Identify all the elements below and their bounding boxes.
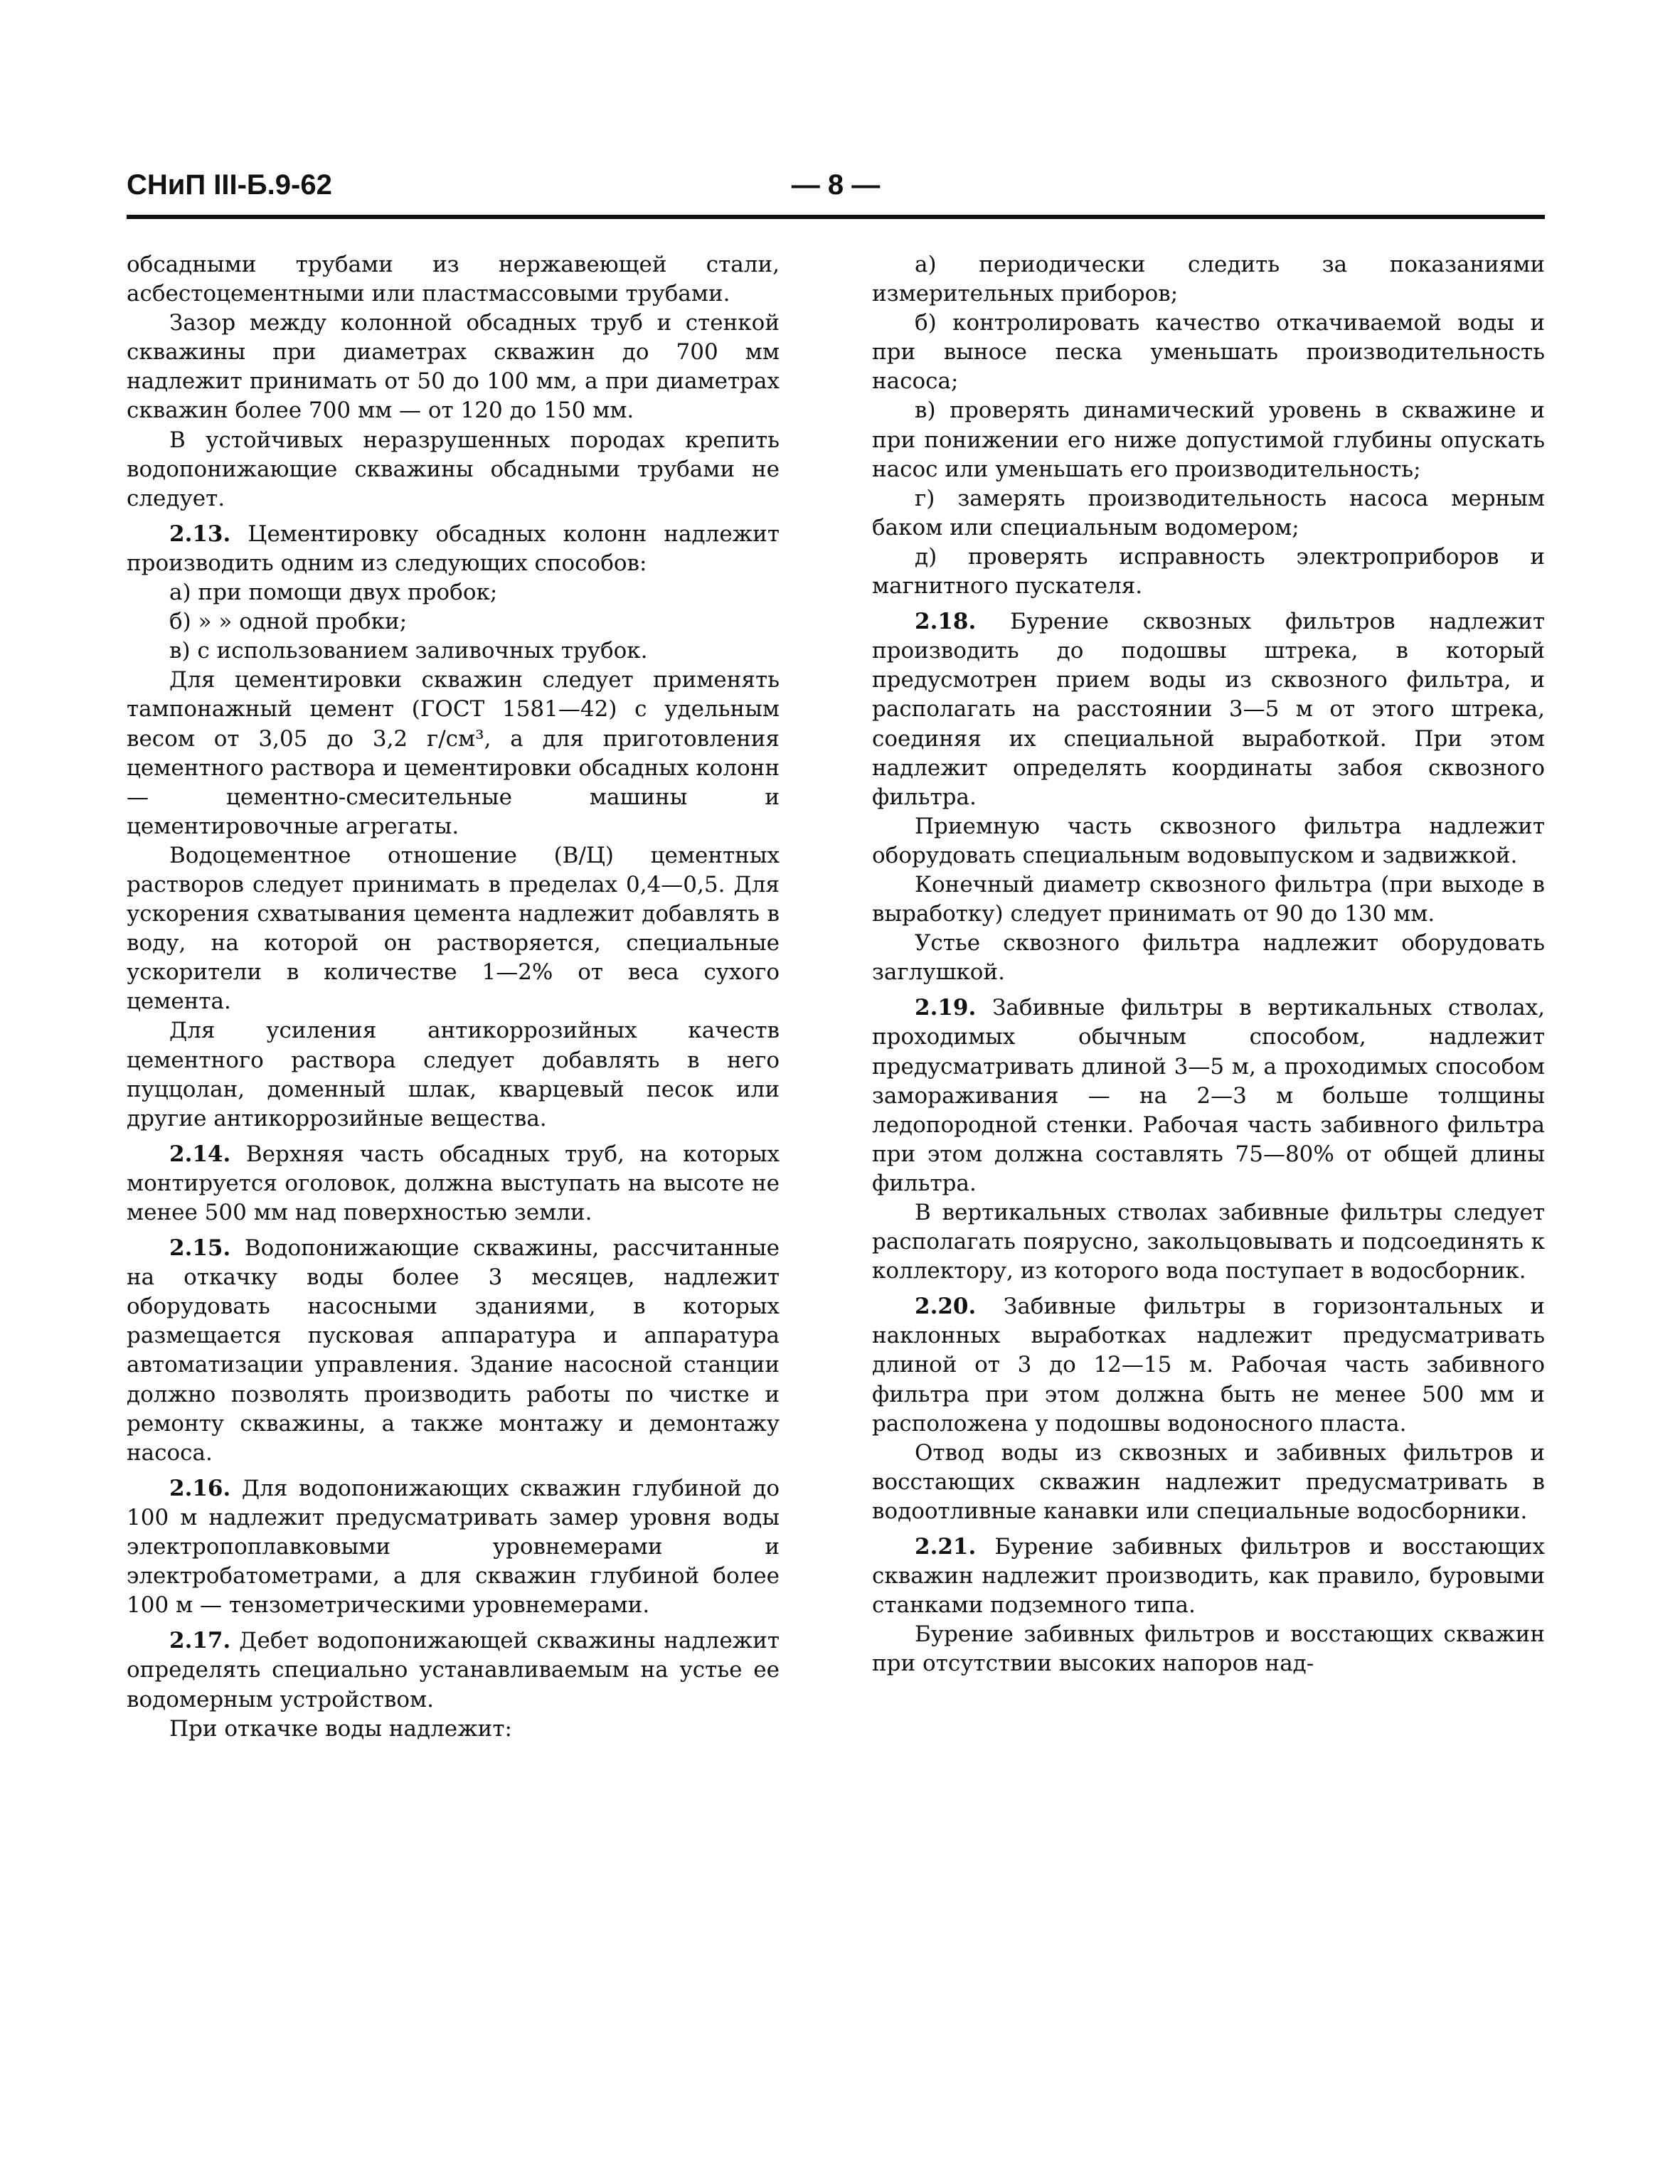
paragraph	[872, 250, 1545, 309]
paragraph-text: Зазор между колонной обсадных труб и стенкой скважины при диаметрах скважин до 700 мм надлежит принимать от 50 до 100 мм, а при диаметрах скважин более 700 мм — от 120 до 150 мм.	[127, 310, 780, 424]
paragraph	[127, 1234, 780, 1468]
paragraph-text: Отвод воды из сквозных и забивных фильтров и восстающих скважин надлежит предусматривать в водоотливные канавки или специальные водосборники.	[872, 1439, 1545, 1524]
clause-number: 2.20.	[915, 1294, 977, 1320]
paragraph-text: обсадными трубами из нержавеющей стали, асбестоцементными или пластмассовыми трубами.	[127, 252, 780, 307]
paragraph-text: Бурение забивных фильтров и восстающих скважин при отсутствии высоких напоров над-	[872, 1621, 1545, 1677]
paragraph-text: Забивные фильтры в вертикальных стволах, проходимых обычным способом, надлежит предусматривать длиной 3—5 м, а проходимых способом замораживания — на 2—3 м больше толщины ледопородной стенки. Рабочая часть забивного фильтра при этом должна составлять 75—80% от общей длины фильтра.	[872, 995, 1546, 1196]
paragraph	[872, 994, 1545, 1198]
paragraph	[872, 1198, 1545, 1286]
paragraph	[127, 1715, 780, 1744]
paragraph	[127, 666, 780, 841]
paragraph	[872, 607, 1545, 812]
paragraph	[872, 309, 1545, 396]
paragraph	[127, 841, 780, 1017]
paragraph	[127, 520, 780, 578]
paragraph-text: Водоцементное отношение (В/Ц) цементных растворов следует принимать в пределах 0,4—0,5. Для ускорения схватывания цемента надлежит добавлять в воду, на которой он растворяется, специальные ускорители в количестве 1—2% от веса сухого цемента.	[127, 842, 780, 1015]
clause-number: 2.19.	[915, 995, 977, 1021]
paragraph-text: Цементировку обсадных колонн надлежит производить одним из следующих способов:	[127, 521, 780, 576]
left-column	[127, 250, 780, 1744]
paragraph	[872, 812, 1545, 870]
paragraph-text: г) замерять производительность насоса мерным баком или специальным водомером;	[872, 485, 1545, 540]
document-code: СНиП III-Б.9-62	[127, 169, 332, 201]
clause-number: 2.21.	[915, 1534, 977, 1560]
paragraph	[127, 426, 780, 513]
paragraph	[127, 636, 780, 666]
paragraph	[127, 1016, 780, 1133]
paragraph	[872, 929, 1545, 987]
paragraph-text: б) контролировать качество откачиваемой воды и при выносе песка уменьшать производительность насоса;	[872, 310, 1545, 395]
paragraph-text: В устойчивых неразрушенных породах крепить водопонижающие скважины обсадными трубами не следует.	[127, 427, 780, 511]
paragraph-text: Водопонижающие скважины, рассчитанные на откачку воды более 3 месяцев, надлежит оборудовать насосными зданиями, в которых размещается пусковая аппаратура и аппаратура автоматизации управления. Здание насосной станции должно позволять производить работы по чистке и ремонту скважины, а также монтажу и демонтажу насоса.	[127, 1235, 780, 1466]
paragraph	[872, 870, 1545, 929]
paragraph-text: д) проверять исправность электроприборов и магнитного пускателя.	[872, 543, 1545, 600]
page-header	[127, 169, 1545, 212]
paragraph-text: Дебет водопонижающей скважины надлежит определять специально устанавливаемым на устье ее водомерным устройством.	[127, 1628, 780, 1712]
clause-number: 2.15.	[169, 1235, 231, 1262]
paragraph-text: а) периодически следить за показаниями измерительных приборов;	[872, 252, 1545, 307]
paragraph-text: Устье сквозного фильтра надлежит оборудовать заглушкой.	[872, 930, 1545, 986]
paragraph	[872, 484, 1545, 543]
paragraph	[872, 1439, 1545, 1526]
paragraph-text: Для усиления антикоррозийных качеств цементного раствора следует добавлять в него пуццолан, доменный шлак, кварцевый песок или другие антикоррозийные вещества.	[127, 1018, 780, 1131]
paragraph-text: Забивные фильтры в горизонтальных и наклонных выработках надлежит предусматривать длиной от 3 до 12—15 м. Рабочая часть забивного фильтра при этом должна быть не менее 500 мм и расположена у подошвы водоносного пласта.	[872, 1294, 1545, 1437]
paragraph-text: Приемную часть сквозного фильтра надлежит оборудовать специальным водовыпуском и задвижкой.	[872, 813, 1545, 868]
paragraph-text: а) при помощи двух пробок;	[169, 580, 498, 606]
paragraph	[127, 1140, 780, 1227]
header-rule	[127, 215, 1545, 219]
paragraph-text: Конечный диаметр сквозного фильтра (при выходе в выработку) следует принимать от 90 до 130 мм.	[872, 871, 1545, 927]
paragraph-text: Бурение сквозных фильтров надлежит производить до подошвы штрека, в который предусмотрен прием воды из сквозного фильтра, и располагать на расстоянии 3—5 м от этого штрека, соединяя их специальной выработкой. При этом надлежит определять координаты забоя сквозного фильтра.	[872, 609, 1545, 810]
paragraph-text: Верхняя часть обсадных труб, на которых монтируется оголовок, должна выступать на высоте не менее 500 мм над поверхностью земли.	[127, 1141, 780, 1225]
right-column	[872, 250, 1545, 1679]
paragraph	[872, 396, 1545, 484]
paragraph	[872, 543, 1545, 601]
paragraph	[127, 578, 780, 607]
paragraph	[127, 607, 780, 636]
paragraph-text: б) » » одной пробки;	[169, 609, 408, 635]
paragraph-text: В вертикальных стволах забивные фильтры следует располагать поярусно, закольцовывать и подсоединять к коллектору, из которого вода поступает в водосборник.	[872, 1200, 1545, 1284]
paragraph	[127, 1474, 780, 1620]
paragraph-text: в) проверять динамический уровень в скважине и при понижении его ниже допустимой глубины опускать насос или уменьшать его производительность;	[872, 398, 1545, 482]
paragraph-text: в) с использованием заливочных трубок.	[169, 638, 648, 664]
paragraph-text: Для цементировки скважин следует применять тампонажный цемент (ГОСТ 1581—42) с удельным весом от 3,05 до 3,2 г/см³, а для приготовления цементного раствора и цементировки обсадных колонн — цементно-смесительные машины и цементировочные агрегаты.	[127, 667, 780, 839]
paragraph	[127, 250, 780, 309]
clause-number: 2.18.	[915, 609, 977, 635]
clause-number: 2.14.	[169, 1141, 231, 1167]
paragraph-text: При откачке воды надлежит:	[169, 1715, 512, 1742]
page-number: — 8 —	[791, 169, 881, 201]
clause-number: 2.13.	[169, 521, 231, 547]
paragraph	[872, 1620, 1545, 1678]
paragraph-text: Бурение забивных фильтров и восстающих скважин надлежит производить, как правило, буровыми станками подземного типа.	[872, 1534, 1545, 1619]
paragraph	[872, 1292, 1545, 1438]
clause-number: 2.17.	[169, 1628, 231, 1654]
clause-number: 2.16.	[169, 1475, 231, 1501]
paragraph	[872, 1533, 1545, 1620]
paragraph-text: Для водопонижающих скважин глубиной до 100 м надлежит предусматривать замер уровня воды электропоплавковыми уровнемерами и электробатометрами, а для скважин глубиной более 100 м — тензометрическими уровнемерами.	[127, 1475, 780, 1619]
paragraph	[127, 1626, 780, 1714]
paragraph	[127, 309, 780, 425]
